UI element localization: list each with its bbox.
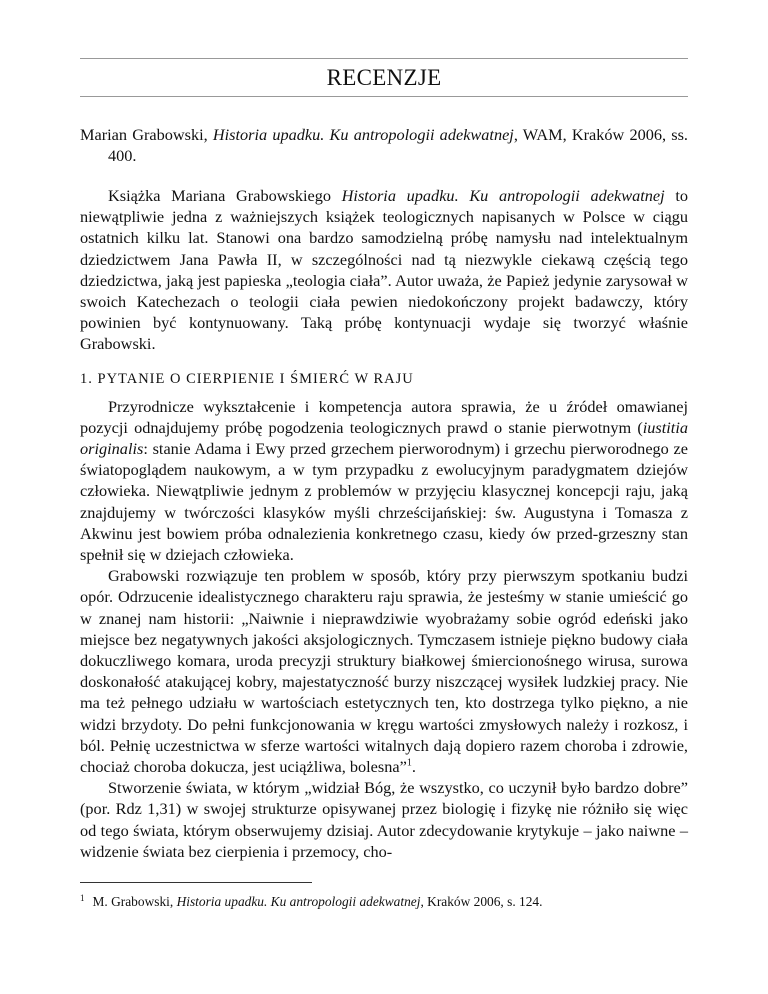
section-header: RECENZJE: [326, 65, 442, 90]
intro-book-title: Historia upadku. Ku antropologii adekwatnej: [341, 186, 665, 205]
citation-title: Historia upadku. Ku antropologii adekwatnej: [212, 125, 514, 144]
section-heading: 1. PYTANIE O CIERPIENIE I ŚMIERĆ W RAJU: [80, 370, 414, 387]
footnote-number: 1: [80, 892, 85, 903]
page-content: [80, 58, 688, 862]
book-citation: [80, 124, 688, 166]
body-paragraph: Stworzenie świata, w którym „widział Bóg, że wszystko, co uczynił było bardzo dobre” (por. Rdz 1,31) w swojej strukturze opisywanej przez biologię i fizykę nie różniło się więc od tego świata, którym obserwujemy dzisiaj. Autor zdecydowanie krytykuje – jako naiwne – widzenie świata bez cierpienia i przemocy, cho-: [80, 778, 688, 861]
body-paragraph: Przyrodnicze wykształcenie i kompetencja autora sprawia, że u źródeł omawianej pozycji odnajdujemy próbę pogodzenia teologicznych prawd o stanie pierwotnym (iustitia originalis: stanie Adama i Ewy przed grzechem pierworodnym) i grzechu pierworodnego ze światopoglądem naukowym, a w tym przypadku z ewolucyjnym paradygmatem dziejów człowieka. Niewątpliwie jednym z problemów w przyjęciu klasycznej koncepcji raju, jaką znajdujemy w twórczości klasyków myśli chrześcijańskiej: św. Augustyna i Tomasza z Akwinu jest bowiem próba odnalezienia konkretnego czasu, kiedy ów przed-grzeszny stan spełnił się w dziejach człowieka.: [80, 396, 688, 565]
body-paragraph: Grabowski rozwiązuje ten problem w sposób, który przy pierwszym spotkaniu budzi opór. Odrzucenie idealistycznego charakteru raju sprawia, że jesteśmy w stanie umieścić go w znanej nam historii: „Naiwnie i nieprawdziwie wyobrażamy sobie ogród edeński jako miejsce bez negatywnych jakości aksjologicznych. Tymczasem istnieje piękno budowy ciała dokuczliwego komara, uroda precyzji struktury białkowej śmiercionośnego wirusa, surowa doskonałość atakującej kobry, majestatyczność burzy niszczącej wysiłek ludzkiej pracy. Nie ma też pełnego udziału w wartościach estetycznych ten, kto dostrzega tylko piękno, a nie widzi brzydoty. Do pełni funkcjonowania w kręgu wartości zmysłowych należy i rozkosz, i ból. Pełnię uczestnictwa w sferze wartości witalnych dają dopiero razem choroba i zdrowie, chociaż choroba dokucza, jest uciążliwa, bolesna”$^1$.: [80, 566, 688, 777]
footnote: $^1$ M. Grabowski, Historia upadku. Ku antropologii adekwatnej, Kraków 2006, s. 124.: [80, 892, 543, 909]
footnote-separator: [80, 882, 312, 883]
footnote-reference[interactable]: 1: [406, 757, 412, 769]
citation-details: , WAM, Kraków 2006, ss. 400.: [108, 125, 689, 165]
header-bottom-rule: [80, 96, 688, 97]
latin-term: iustitia originalis: [80, 417, 688, 459]
intro-paragraph: Książka Mariana Grabowskiego Historia upadku. Ku antropologii adekwatnej to niewątpliwie jedna z ważniejszych książek teologicznych napisanych w Polsce w ciągu ostatnich kilku lat. Stanowi ona bardzo samodzielną próbę namysłu nad intelektualnym dziedzictwem Jana Pawła II, w szczególności nad tą niezwykle ciekawą częścią tego dziedzictwa, jaką jest papieska „teologia ciała”. Autor uważa, że Papież jedynie zarysował w swoich Katechezach o teologii ciała pewien niedokończony projekt badawczy, który powinien być kontynuowany. Taką próbę kontynuacji wydaje się tworzyć właśnie Grabowski.: [80, 186, 688, 354]
footnote-title: Historia upadku. Ku antropologii adekwatnej: [176, 894, 421, 909]
citation-author: Marian Grabowski,: [80, 125, 213, 144]
